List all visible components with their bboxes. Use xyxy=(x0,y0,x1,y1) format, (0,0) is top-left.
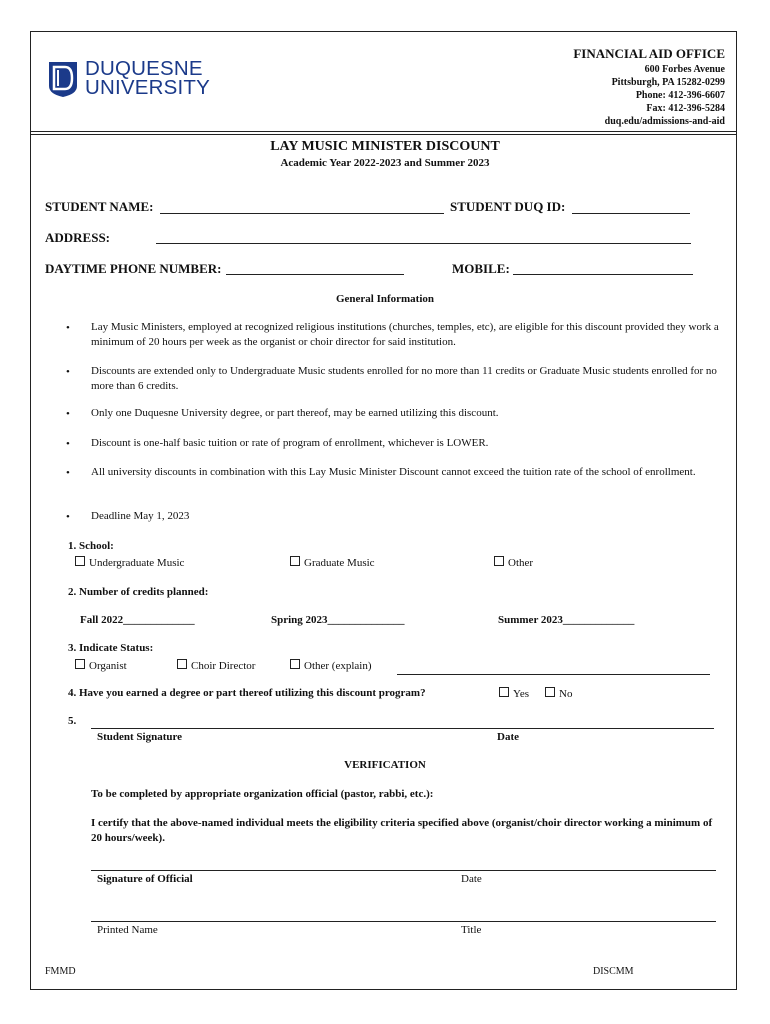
phone-text: Phone: 412-396-6607 xyxy=(635,90,725,101)
checkbox-icon[interactable] xyxy=(75,659,85,669)
duquesne-logo xyxy=(47,57,217,100)
bullet-marker: • xyxy=(66,511,70,523)
bullet-text-5: All university discounts in combination with this Lay Music Minister Discount cannot exceed the tuition rate of the school of enrollment. xyxy=(91,466,696,478)
bullet-marker: • xyxy=(66,366,70,378)
daytime-phone-field[interactable] xyxy=(226,274,404,275)
form-subtitle: Academic Year 2022-2023 and Summer 2023 xyxy=(280,157,490,169)
student-id-label: STUDENT DUQ ID: xyxy=(450,199,566,214)
student-signature-label: Student Signature xyxy=(97,731,183,743)
q1-option-other[interactable] xyxy=(494,556,533,569)
q4-option-yes-label: Yes xyxy=(513,688,530,700)
bullet-marker: • xyxy=(66,438,70,450)
q1-label: 1. School: xyxy=(68,540,114,552)
official-date-label: Date xyxy=(461,873,482,885)
q4-label: 4. Have you earned a degree or part thereof utilizing this discount program? xyxy=(68,687,426,699)
q4-option-yes[interactable] xyxy=(499,687,529,700)
q4-option-no[interactable] xyxy=(545,687,572,700)
mobile-field[interactable] xyxy=(513,274,693,275)
checkbox-icon[interactable] xyxy=(177,659,187,669)
official-signature-label: Signature of Official xyxy=(97,873,193,885)
checkbox-icon[interactable] xyxy=(290,556,300,566)
shield-icon xyxy=(47,60,79,98)
q2-summer-field[interactable]: Summer 2023_____________ xyxy=(498,614,635,626)
address-label: ADDRESS: xyxy=(45,230,111,245)
student-name-field[interactable] xyxy=(160,213,444,214)
logo-wordmark xyxy=(85,59,210,97)
q2-label: 2. Number of credits planned: xyxy=(68,586,209,598)
bullet-marker: • xyxy=(66,408,70,420)
student-name-label: STUDENT NAME: xyxy=(45,199,154,214)
q4-option-no-label: No xyxy=(559,688,573,700)
logo-line-2: UNIVERSITY xyxy=(85,76,211,99)
web-text: duq.edu/admissions-and-aid xyxy=(604,116,725,127)
bullet-text-1: Lay Music Ministers, employed at recognized religious institutions (churches, temples, etc), are eligible for this discount provided they work a minimum of 20 hours per week as the organist or choir director for said institution. xyxy=(91,321,719,348)
form-title: LAY MUSIC MINISTER DISCOUNT xyxy=(270,139,500,154)
q1-option-graduate[interactable] xyxy=(290,556,375,569)
general-info-heading: General Information xyxy=(335,293,435,305)
fax-text: Fax: 412-396-5284 xyxy=(646,103,725,114)
q3-explain-field[interactable] xyxy=(397,674,710,675)
student-date-label: Date xyxy=(497,731,519,743)
printed-name-field[interactable] xyxy=(91,921,716,922)
checkbox-icon[interactable] xyxy=(499,687,509,697)
title-label: Title xyxy=(461,924,482,936)
q3-option-organist[interactable] xyxy=(75,659,127,672)
q1-option-other-label: Other xyxy=(508,557,534,569)
official-signature-field[interactable] xyxy=(91,870,716,871)
printed-name-label: Printed Name xyxy=(97,924,158,936)
header-divider xyxy=(31,131,736,132)
address-line-1: 600 Forbes Avenue xyxy=(644,64,725,75)
q1-option-undergrad-label: Undergraduate Music xyxy=(89,557,185,569)
checkbox-icon[interactable] xyxy=(494,556,504,566)
q5-label: 5. xyxy=(68,715,77,727)
student-signature-field[interactable] xyxy=(91,728,714,729)
header-divider-2 xyxy=(31,134,736,135)
logo-line-1: DUQUESNE xyxy=(85,57,203,80)
verification-instruction: To be completed by appropriate organization official (pastor, rabbi, etc.): xyxy=(91,788,434,800)
q1-option-graduate-label: Graduate Music xyxy=(304,557,375,569)
footer-left-code: FMMD xyxy=(45,966,76,977)
q2-spring-field[interactable]: Spring 2023______________ xyxy=(271,614,405,626)
office-title: FINANCIAL AID OFFICE xyxy=(573,46,725,61)
address-field[interactable] xyxy=(156,243,691,244)
mobile-label: MOBILE: xyxy=(452,261,510,276)
q1-option-undergrad[interactable] xyxy=(75,556,184,569)
checkbox-icon[interactable] xyxy=(75,556,85,566)
verification-heading: VERIFICATION xyxy=(344,759,426,771)
q3-option-other[interactable] xyxy=(290,659,372,672)
bullet-marker: • xyxy=(66,467,70,479)
q3-option-choir-label: Choir Director xyxy=(191,660,256,672)
office-address xyxy=(605,63,725,128)
address-line-2: Pittsburgh, PA 15282-0299 xyxy=(611,77,725,88)
checkbox-icon[interactable] xyxy=(290,659,300,669)
footer-right-code: DISCMM xyxy=(593,966,634,977)
bullet-text-3: Only one Duquesne University degree, or part thereof, may be earned utilizing this discount. xyxy=(91,407,499,419)
q3-option-other-label: Other (explain) xyxy=(304,660,372,672)
bullet-text-4: Discount is one-half basic tuition or rate of program of enrollment, whichever is LOWER. xyxy=(91,437,489,449)
daytime-phone-label: DAYTIME PHONE NUMBER: xyxy=(45,261,222,276)
checkbox-icon[interactable] xyxy=(545,687,555,697)
q2-fall-field[interactable]: Fall 2022_____________ xyxy=(80,614,195,626)
q3-label: 3. Indicate Status: xyxy=(68,642,154,654)
bullet-text-2: Discounts are extended only to Undergraduate Music students enrolled for no more than 11 credits or Graduate Music students enrolled for no more than 6 credits. xyxy=(91,365,717,392)
verification-certify: I certify that the above-named individual meets the eligibility criteria specified above (organist/choir director working a minimum of 20 hours/week). xyxy=(91,817,713,844)
student-id-field[interactable] xyxy=(572,213,690,214)
bullet-marker: • xyxy=(66,322,70,334)
q3-option-organist-label: Organist xyxy=(89,660,127,672)
q3-option-choir[interactable] xyxy=(177,659,255,672)
bullet-text-6: Deadline May 1, 2023 xyxy=(91,510,190,522)
